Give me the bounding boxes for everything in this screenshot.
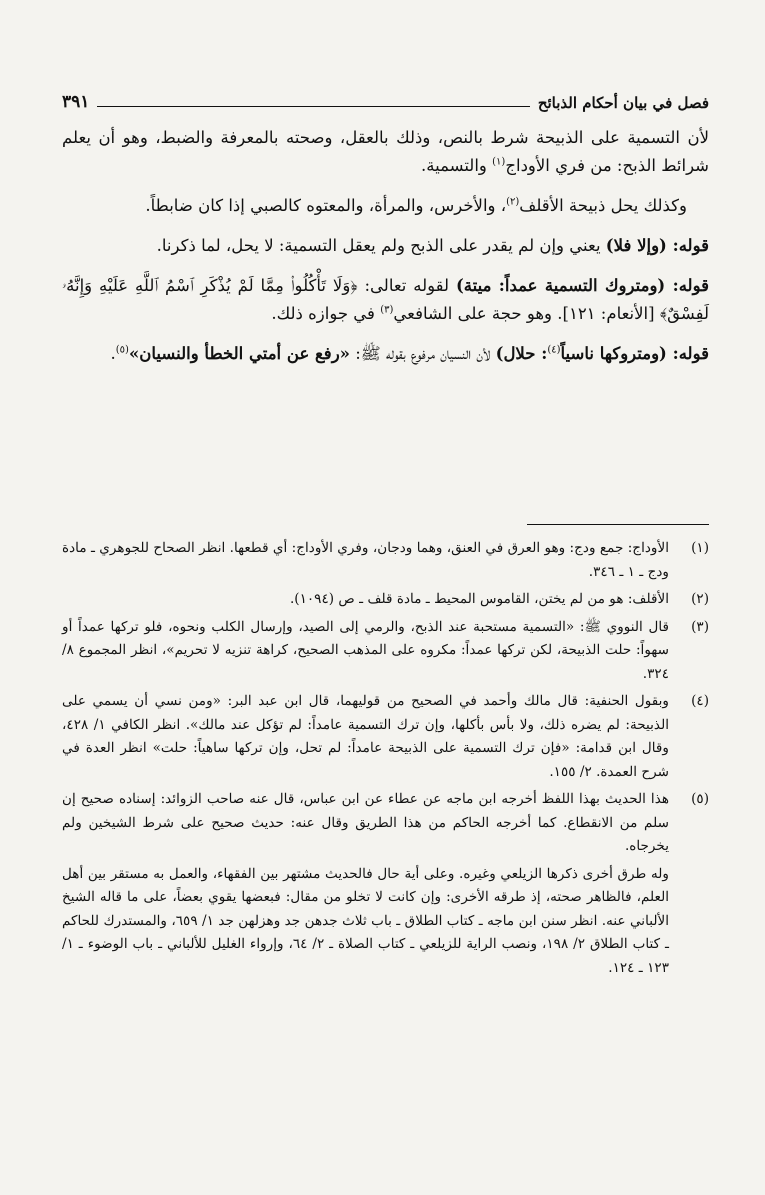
header-rule bbox=[97, 106, 529, 107]
footnote-text: الأوداج: جمع ودج: وهو العرق في العنق، وهما ودجان، وفري الأوداج: أي قطعها. انظر الصحاح للجوهري ـ مادة ودج ـ ١ ـ ٣٤٦. bbox=[62, 540, 669, 580]
footnote-2 bbox=[62, 588, 709, 612]
footnote-ref-1: (١) bbox=[492, 156, 506, 168]
footnote-text: وبقول الحنفية: قال مالك وأحمد في الصحيح من قوليهما، قال ابن عبد البر: «ومن نسي أن يسمي على الذبيحة: لم يضره ذلك، ولا بأس بأكلها، وإن ترك التسمية عامداً: لم تؤكل عند مالك». انظر الكافي ١/ ٤٢٨، وقال ابن قدامة: «فإن ترك التسمية على الذبيحة عامداً: لم تحل، وإن تركها ساهياً: حلت» انظر العدة في شرح العمدة. ٢/ ١٥٥. bbox=[62, 693, 669, 780]
footnote-text: قال النووي ﷺ: «التسمية مستحبة عند الذبح، والرمي إلى الصيد، وإرسال الكلب ونحوه، فلو تركها عمداً أو سهواً: حلت الذبيحة، لكن تركها عمداً: مكروه على المذهب الصحيح، كراهة تنزيه لا تحريم»، انظر المجموع ٨/ ٣٢٤. bbox=[62, 618, 669, 682]
footnote-1 bbox=[62, 537, 709, 584]
footnotes bbox=[62, 537, 709, 984]
paragraph-2: وكذلك يحل ذبيحة الأقلف$^{(٢)}$، والأخرس، والمرأة، والمعتوه كالصبي إذا كان ضابطاً. bbox=[145, 196, 687, 215]
footnote-4 bbox=[62, 690, 709, 784]
footnote-3 bbox=[62, 616, 709, 687]
paragraph-5: قوله: (ومتروكها ناسياً$^{(٤)}$: حلال) لأن النسيان مرفوع بقوله ﷺ: «رفع عن أمتي الخطأ والنسيان»$^{(٥)}$. bbox=[110, 344, 709, 363]
footnote-text: هذا الحديث بهذا اللفظ أخرجه ابن ماجه عن عطاء عن ابن عباس، قال عنه صاحب الزوائد: إسناده صحيح إن سلم من الانقطاع. كما أخرجه الحاكم من هذا الطريق وقال عنه: حديث صحيح على شرط الشيخين ولم يخرجاه. bbox=[62, 791, 669, 854]
paragraph-1: لأن التسمية على الذبيحة شرط بالنص، وذلك بالعقل، وصحته بالمعرفة والضبط، وهو أن يعلم شرائط الذبح: من فري الأوداج$^{(١)}$ والتسمية. bbox=[62, 128, 709, 175]
footnote-text: الأقلف: هو من لم يختن، القاموس المحيط ـ مادة قلف ـ ص (١٠٩٤). bbox=[289, 591, 669, 607]
footnote-number: (١) bbox=[691, 540, 709, 556]
footnote-ref-2: (٢) bbox=[506, 196, 520, 208]
running-header bbox=[62, 82, 709, 112]
footnote-number: (٢) bbox=[691, 591, 709, 607]
footnote-ref-5: (٥) bbox=[115, 344, 129, 356]
main-text bbox=[62, 124, 709, 380]
chapter-title: فصل في بيان أحكام الذبائح bbox=[537, 94, 709, 112]
footnote-ref-4: (٤) bbox=[547, 344, 561, 356]
footnote-5 bbox=[62, 788, 709, 980]
footnote-number: (٣) bbox=[691, 618, 709, 635]
footnote-number: (٥) bbox=[691, 791, 709, 807]
paragraph-4: قوله: (ومتروك التسمية عمداً: ميتة) لقوله تعالى: ﴿وَلَا تَأْكُلُوا۟ مِمَّا لَمْ يُذْكَرِ ٱسْمُ ٱللَّهِ عَلَيْهِ وَإِنَّهُۥ لَفِسْقٌ﴾ [الأنعام: ١٢١]. وهو حجة على الشافعي$^{(٣)}$ في جوازه ذلك. bbox=[62, 276, 709, 323]
footnote-ref-3: (٣) bbox=[380, 304, 394, 316]
footnote-text-continued: وله طرق أخرى ذكرها الزيلعي وغيره. وعلى أية حال فالحديث مشتهر بين الفقهاء، والعمل به مستقر بين أهل العلم، فالظاهر صحته، إذ طرقه الأخرى: وإن كانت لا تخلو من مقال: فبعضها يقوي بعضاً، على ما قاله الشيخ الألباني عنه. انظر سنن ابن ماجه ـ كتاب الطلاق ـ باب ثلاث جدهن جد وهزلهن جد ١/ ٦٥٩، والمستدرك للحاكم ـ كتاب الطلاق ٢/ ١٩٨، ونصب الراية للزيلعي ـ كتاب الصلاة ـ ٢/ ٦٤، وإرواء الغليل للألباني ـ باب الوضوء ـ ١/ ١٢٣ ـ ١٢٤. bbox=[62, 865, 669, 976]
page-number: ٣٩١ bbox=[62, 92, 90, 112]
paragraph-3: قوله: (وإلا فلا) يعني وإن لم يقدر على الذبح ولم يعقل التسمية: لا يحل، لما ذكرنا. bbox=[156, 236, 709, 255]
footnote-number: (٤) bbox=[691, 693, 709, 709]
footnote-separator bbox=[527, 524, 709, 525]
